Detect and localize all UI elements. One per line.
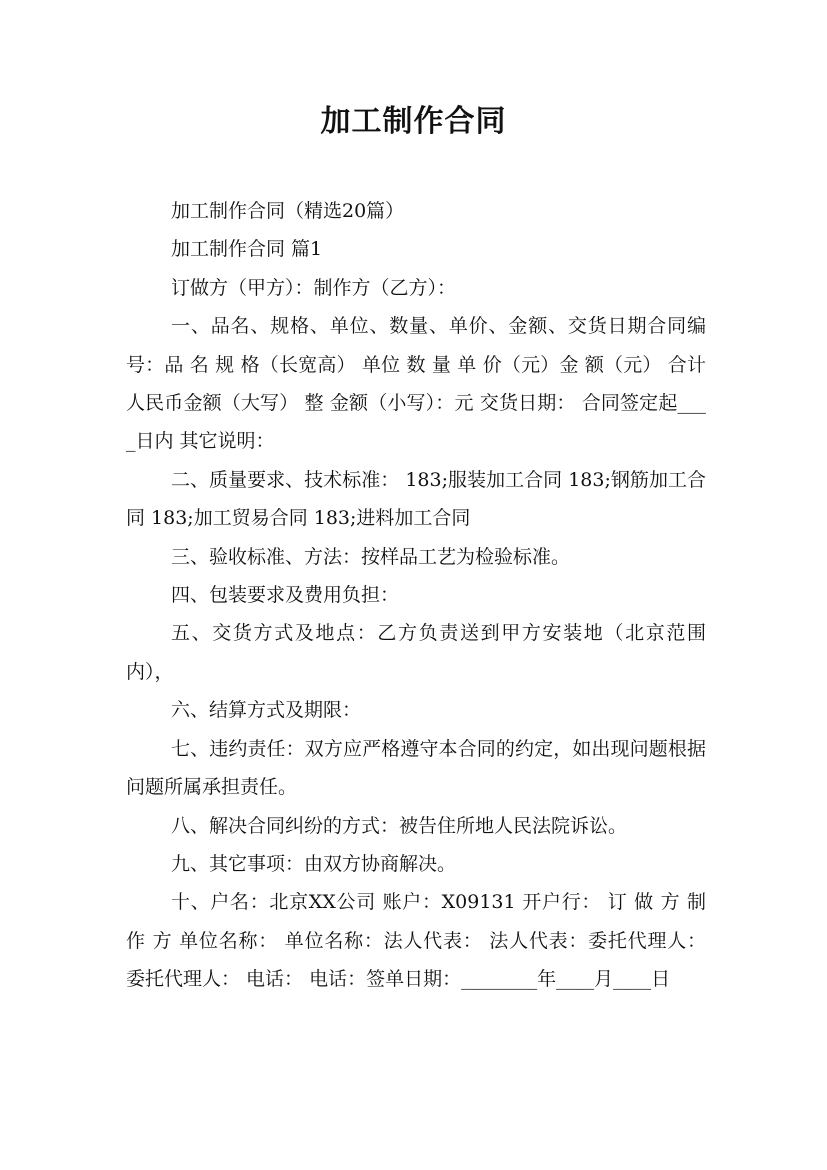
- paragraph-heading: 加工制作合同（精选20篇）: [171, 200, 405, 222]
- paragraph-clause-1: 一、品名、规格、单位、数量、单价、金额、交货日期合同编号：品 名 规 格（长宽高） 单位 数 量 单 价（元）金 额（元） 合计人民币金额（大写） 整 金额（小写）：元 交货日期： 合同签定起____日内 其它说明：: [126, 315, 706, 453]
- paragraph-section-title: 加工制作合同 篇1: [171, 238, 323, 261]
- paragraph-clause-4: 四、包装要求及费用负担：: [171, 584, 400, 607]
- paragraph-clause-5: 五、交货方式及地点：乙方负责送到甲方安装地（北京范围内），: [126, 622, 706, 683]
- paragraph-clause-7: 七、违约责任：双方应严格遵守本合同的约定，如出现问题根据问题所属承担责任。: [126, 737, 706, 799]
- paragraph-clause-10: 十、户名：北京XX公司 账户：X09131 开户行： 订 做 方 制 作 方 单位名称： 单位名称：法人代表： 法人代表：委托代理人： 委托代理人： 电话： 电话：签单日期：________年____月____日: [126, 891, 706, 991]
- paragraph-clause-8: 八、解决合同纠纷的方式：被告住所地人民法院诉讼。: [171, 814, 628, 837]
- document-title: 加工制作合同: [320, 104, 507, 139]
- paragraph-clause-3: 三、验收标准、方法：按样品工艺为检验标准。: [171, 545, 571, 568]
- document-body: [126, 192, 706, 999]
- paragraph-clause-6: 六、结算方式及期限：: [171, 699, 362, 722]
- paragraph-parties: 订做方（甲方）：制作方（乙方）：: [171, 276, 457, 299]
- paragraph-clause-2: 二、质量要求、技术标准： 183;服装加工合同 183;钢筋加工合同 183;加工贸易合同 183;进料加工合同: [126, 468, 706, 530]
- paragraph-clause-9: 九、其它事项：由双方协商解决。: [171, 852, 457, 875]
